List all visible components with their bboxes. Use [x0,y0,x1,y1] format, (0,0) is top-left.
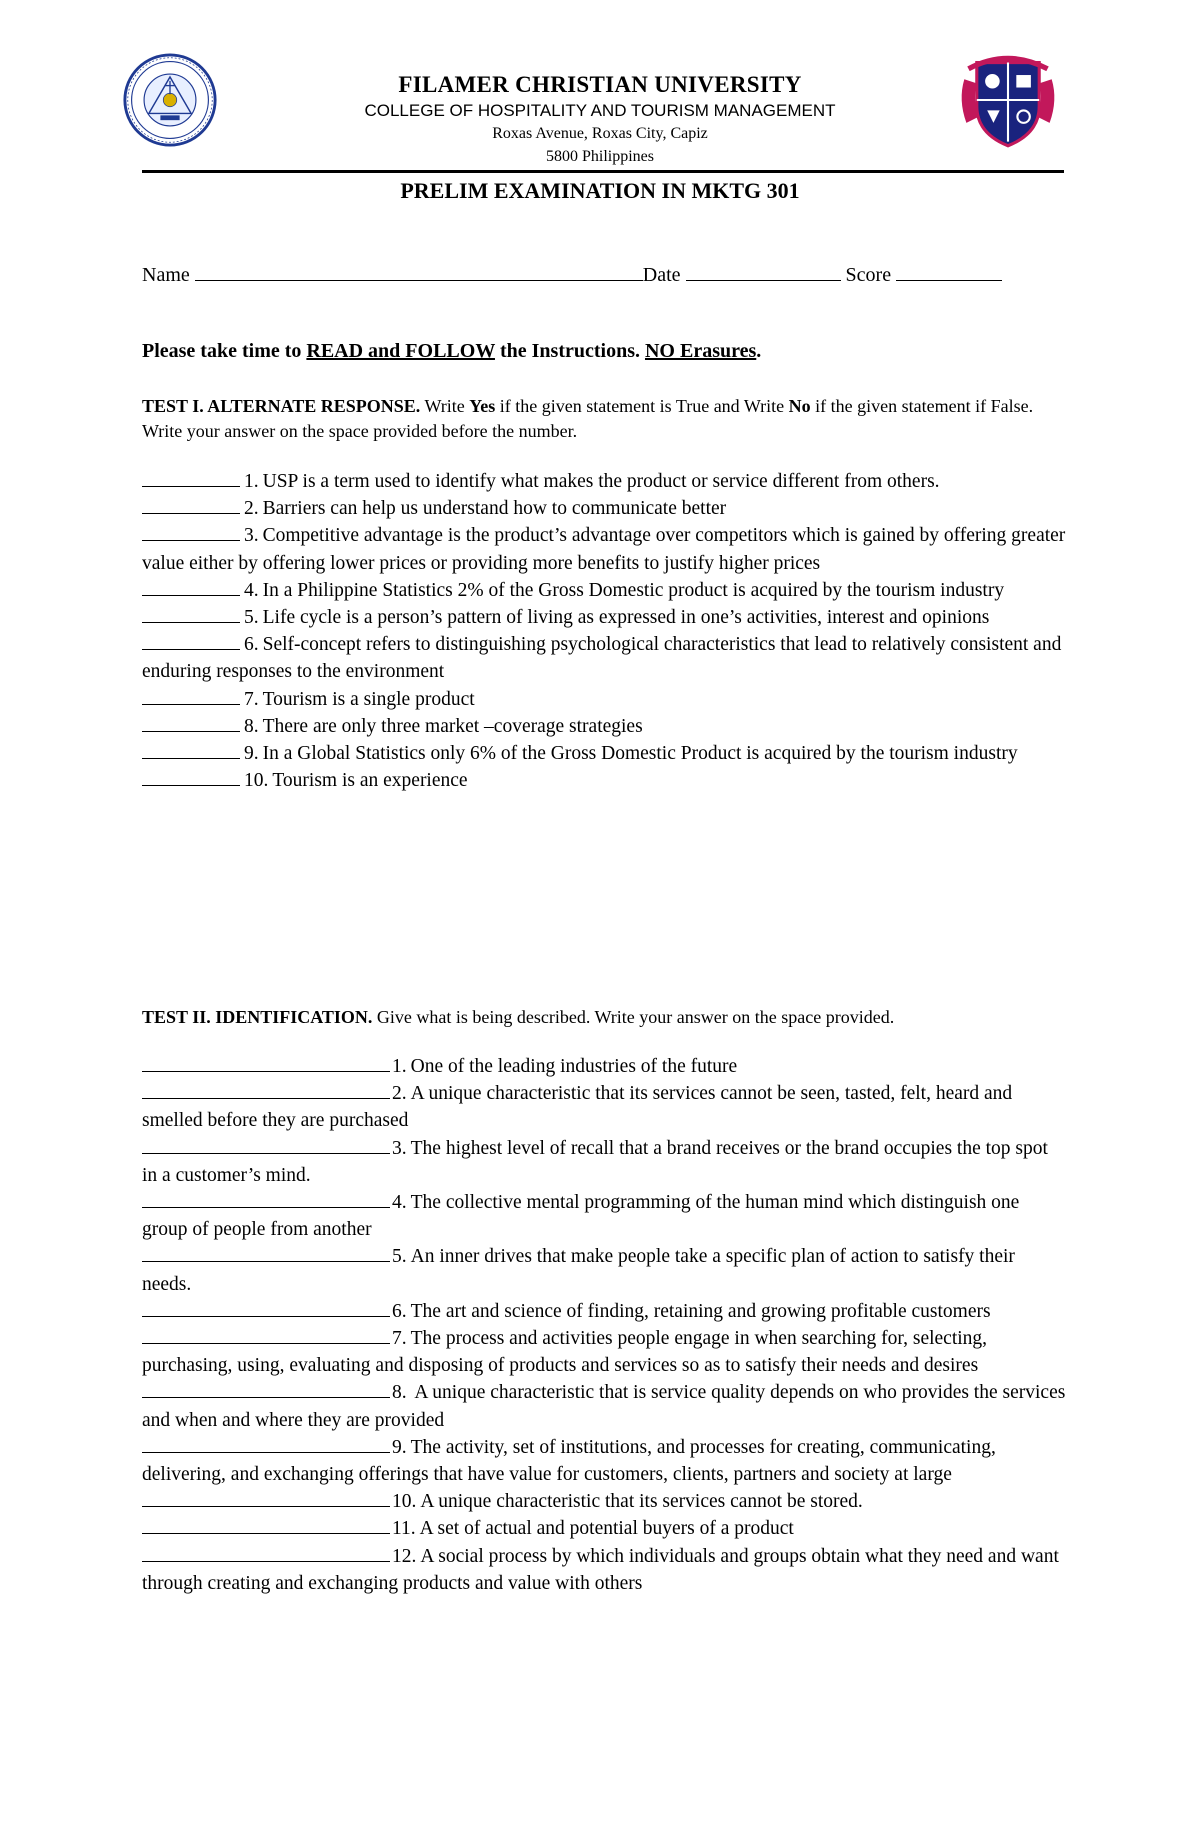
list-item [142,1053,1067,1080]
instructions-text: the Instructions. [494,340,645,362]
test1-items [142,468,1067,794]
answer-blank[interactable] [142,1135,390,1154]
answer-blank[interactable] [142,1488,390,1507]
item-number: 1. [244,471,259,492]
list-item [142,1080,1067,1134]
date-label: Date [642,264,681,286]
answer-blank[interactable] [142,1298,390,1317]
answer-blank[interactable] [142,1325,390,1344]
item-number: 8. [244,715,259,737]
list-item [142,1189,1067,1243]
test2-title: TEST II. IDENTIFICATION. [142,1007,373,1027]
answer-blank[interactable] [142,1515,390,1534]
instructions-text: Please take time to [142,340,307,362]
item-number: 2. [392,1083,407,1105]
college-name: COLLEGE OF HOSPITALITY AND TOURISM MANAGEMENT [364,101,836,120]
item-number: 9. [244,743,259,765]
item-number: 3. [392,1137,407,1159]
test1-heading [142,394,1062,444]
answer-blank[interactable] [142,468,240,487]
answer-blank[interactable] [142,1434,390,1453]
test1-yes: Yes [469,396,496,416]
item-text: The art and science of finding, retaining and growing profitable customers [410,1300,991,1322]
item-text: Tourism is a single product [262,688,475,710]
test1-instr: if the given statement is True and Write [495,396,789,416]
item-number: 4. [244,579,259,601]
item-number: 3. [244,525,259,547]
item-text: In a Global Statistics only 6% of the Gross Domestic Product is acquired by the tourism industry [262,743,1018,765]
college-crest-logo [956,48,1060,152]
item-text: The collective mental programming of the human mind which distinguish one group of people from another [142,1192,1020,1241]
item-text: The highest level of recall that a brand receives or the brand occupies the top spot in a customer’s mind. [142,1137,1048,1186]
answer-blank[interactable] [142,1543,390,1562]
list-item [142,1325,1067,1379]
header-divider [142,170,1064,173]
item-number: 9. [392,1436,407,1458]
score-field[interactable] [896,262,1002,281]
answer-blank[interactable] [142,713,240,732]
list-item [142,1488,1067,1515]
answer-blank[interactable] [142,1053,390,1072]
test2-heading [142,1005,1062,1030]
university-address: Roxas Avenue, Roxas City, Capiz [492,125,708,142]
university-name: FILAMER CHRISTIAN UNIVERSITY [398,72,802,97]
list-item [142,1243,1067,1297]
item-number: 8. [392,1382,407,1404]
item-number: 2. [244,498,259,520]
answer-blank[interactable] [142,631,240,650]
instructions-no-erasures: NO Erasures [644,340,757,362]
list-item [142,740,1067,767]
name-field[interactable] [195,262,643,281]
answer-blank[interactable] [142,604,240,623]
score-label: Score [845,264,892,286]
date-field[interactable] [686,262,841,281]
item-text: In a Philippine Statistics 2% of the Gross Domestic product is acquired by the tourism industry [262,579,1005,601]
item-number: 12. [392,1545,417,1567]
answer-blank[interactable] [142,577,240,596]
answer-blank[interactable] [142,767,240,786]
item-number: 5. [244,607,259,629]
item-text: A set of actual and potential buyers of a product [419,1518,794,1540]
general-instructions [142,340,761,363]
list-item [142,686,1067,713]
list-item [142,1434,1067,1488]
item-text: USP is a term used to identify what makes the product or service different from others. [262,471,940,492]
test1-instr: if the given statement if False. Write your answer on the space provided before the number. [142,396,1034,441]
item-number: 7. [392,1328,407,1350]
item-text: The activity, set of institutions, and processes for creating, communicating, delivering, and exchanging offerings that have value for customers, clients, partners and society at large [142,1436,996,1486]
item-text: Competitive advantage is the product’s advantage over competitors which is gained by offering greater value either by offering lower prices or providing more benefits to justify higher prices [142,525,1066,574]
item-number: 5. [392,1246,407,1268]
item-text: Barriers can help us understand how to communicate better [262,498,727,520]
list-item [142,1543,1067,1597]
list-item [142,495,1067,522]
name-label: Name [142,264,190,286]
list-item [142,1298,1067,1325]
item-number: 6. [244,634,259,656]
item-text: A unique characteristic that its services cannot be stored. [420,1491,863,1513]
test1-title: TEST I. ALTERNATE RESPONSE. [142,396,421,416]
answer-blank[interactable] [142,1379,390,1398]
list-item [142,631,1067,685]
list-item [142,604,1067,631]
item-number: 11. [392,1518,416,1540]
answer-blank[interactable] [142,1080,390,1099]
list-item [142,1515,1067,1542]
list-item [142,577,1067,604]
item-text: Tourism is an experience [272,770,468,792]
list-item [142,522,1067,576]
item-number: 6. [392,1300,407,1322]
list-item [142,1135,1067,1189]
answer-blank[interactable] [142,1243,390,1262]
item-text: One of the leading industries of the future [410,1056,738,1077]
instructions-read-follow: READ and FOLLOW [306,340,495,362]
answer-blank[interactable] [142,740,240,759]
answer-blank[interactable] [142,495,240,514]
item-text: Self-concept refers to distinguishing psychological characteristics that lead to relatively consistent and enduring responses to the environment [142,634,1062,683]
test2-items [142,1053,1067,1597]
answer-blank[interactable] [142,686,240,705]
test1-instr: Write [420,396,470,416]
list-item [142,468,1067,495]
list-item [142,1379,1067,1433]
item-text: An inner drives that make people take a specific plan of action to satisfy their needs. [142,1246,1015,1295]
student-info-line [142,262,1002,287]
item-text: A unique characteristic that its services cannot be seen, tasted, felt, heard and smelled before they are purchased [142,1083,1013,1132]
item-text: The process and activities people engage in when searching for, selecting, purchasing, using, evaluating and disposing of products and services so as to satisfy their needs and desires [142,1328,988,1377]
item-text: A unique characteristic that is service quality depends on who provides the services and when and where they are provided [142,1382,1066,1431]
test1-no: No [788,396,811,416]
item-text: A social process by which individuals and groups obtain what they need and want through creating and exchanging products and value with others [142,1545,1059,1594]
item-number: 10. [392,1491,417,1513]
list-item [142,767,1067,794]
list-item [142,713,1067,740]
item-number: 1. [392,1056,407,1077]
item-number: 10. [244,770,269,792]
answer-blank[interactable] [142,1189,390,1208]
item-number: 4. [392,1192,407,1214]
university-zip: 5800 Philippines [545,148,654,165]
item-number: 7. [244,688,259,710]
item-text: Life cycle is a person’s pattern of living as expressed in one’s activities, interest and opinions [262,607,990,629]
answer-blank[interactable] [142,522,240,541]
test2-instr: Give what is being described. Write your answer on the space provided. [372,1007,895,1027]
university-seal-logo [122,52,218,148]
instructions-text: . [756,340,762,362]
item-text: There are only three market –coverage strategies [262,715,643,737]
exam-title: PRELIM EXAMINATION IN MKTG 301 [400,178,800,203]
